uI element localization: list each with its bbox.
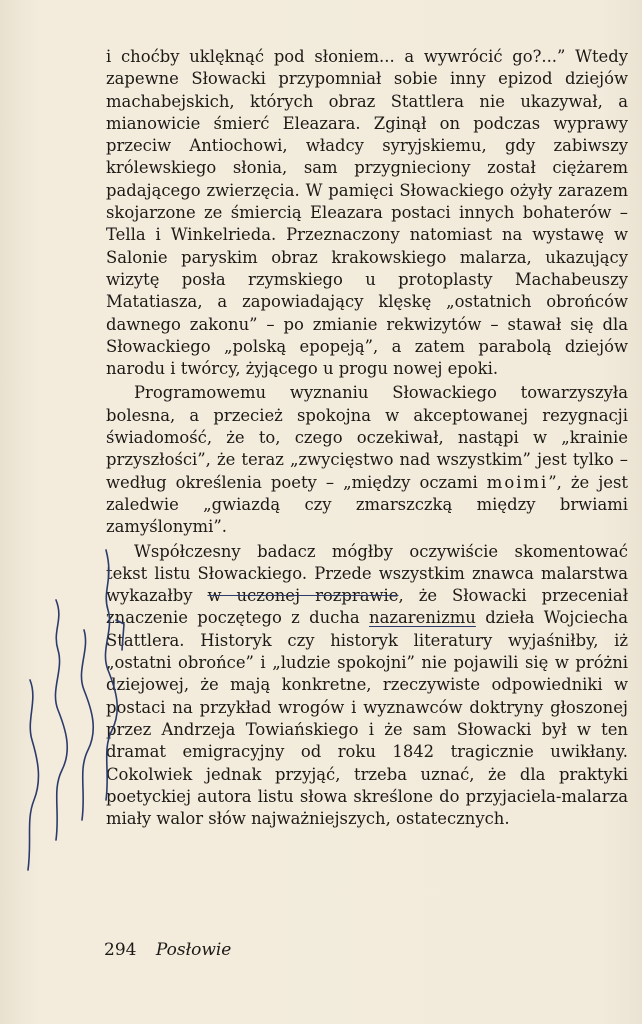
- paragraph-2-text: Programowemu wyznaniu Słowackiego towarzyszyła bolesna, a przecież spokojna w akceptowanej rezygnacji świadomość, że to, czego oczekiwał, nastąpi w „krainie przyszłości”, że teraz „zwycięstwo nad wszystkim” jest tylko – według określenia poety – „między oczami: [106, 383, 628, 492]
- page-number: 294: [104, 940, 137, 960]
- pen-bracket: [116, 620, 124, 650]
- handwritten-marginalia: [8, 500, 128, 880]
- paragraph-3-text: Współczesny badacz mógłby oczywiście skomentować tekst listu Słowackiego. Przede wszystkim znawca malarstwa wykazałby: [106, 541, 628, 606]
- spaced-emphasis: moimi: [486, 472, 549, 492]
- pen-stroke-4: [105, 550, 117, 800]
- paragraph-3-mid: , że Słowacki przeceniał znaczenie poczętego z ducha: [106, 586, 629, 628]
- paragraph-1: i choćby uklęknąć pod słoniem... a wywrócić go?...” Wtedy zapewne Słowacki przypomniał sobie inny epizod dziejów machabejskich, których obraz Stattlera nie ukazywał, a mianowicie śmierć Eleazara. Zginął on podczas wyprawy przeciw Antiochowi, władcy syryjskiemu, gdy zabiwszy królewskiego słonia, sam przygnieciony został ciężarem padającego zwierzęcia. W pamięci Słowackiego ożyły zarazem skojarzone ze śmiercią Eleazara postaci innych bohaterów – Tella i Winkelrieda. Przeznaczony natomiast na wystawę w Salonie paryskim obraz krakowskiego malarza, ukazujący wizytę posła rzymskiego u protoplasty Machabeuszy Matatiasza, a zapowiadający klęskę „ostatnich obrońców dawnego zakonu” – po zmianie rekwizytów – stawał się dla Słowackiego „polską epopeją”, a zatem parabolą dziejów narodu i twórcy, żyjącego u progu nowej epoki.: [106, 47, 628, 379]
- pen-stroke-3: [81, 630, 93, 820]
- paragraph-3: [106, 541, 628, 831]
- paragraph-2-end: ”, że jest zaledwie „gwiazdą czy zmarszczką między brwiami zamyślonymi”.: [106, 472, 628, 537]
- paragraph-2: [106, 382, 628, 538]
- struck-phrase: w uczonej rozprawie: [207, 586, 399, 606]
- page-footer: [104, 940, 231, 960]
- pen-stroke-1: [28, 680, 38, 870]
- body-text: [106, 46, 628, 830]
- pen-stroke-2: [55, 600, 67, 840]
- section-title: Posłowie: [155, 940, 232, 960]
- paragraph-3-end: dzieła Wojciecha Stattlera. Historyk czy historyk literatury wyjaśniłby, iż „ostatni obrońce” i „ludzie spokojni” nie pojawili się w próżni dziejowej, że mają konkretne, rzeczywiste odpowiedniki w postaci na przykład wrogów i wyznawców doktryny głoszonej przez Andrzeja Towiańskiego i że sam Słowacki był w ten dramat emigracyjny od roku 1842 tragicznie uwikłany. Cokolwiek jednak przyjąć, trzeba uznać, że dla praktyki poetyckiej autora listu słowa skreślone do przyjaciela-malarza miały walor słów najważniejszych, ostatecznych.: [106, 608, 629, 829]
- underlined-word: nazarenizmu: [369, 608, 476, 628]
